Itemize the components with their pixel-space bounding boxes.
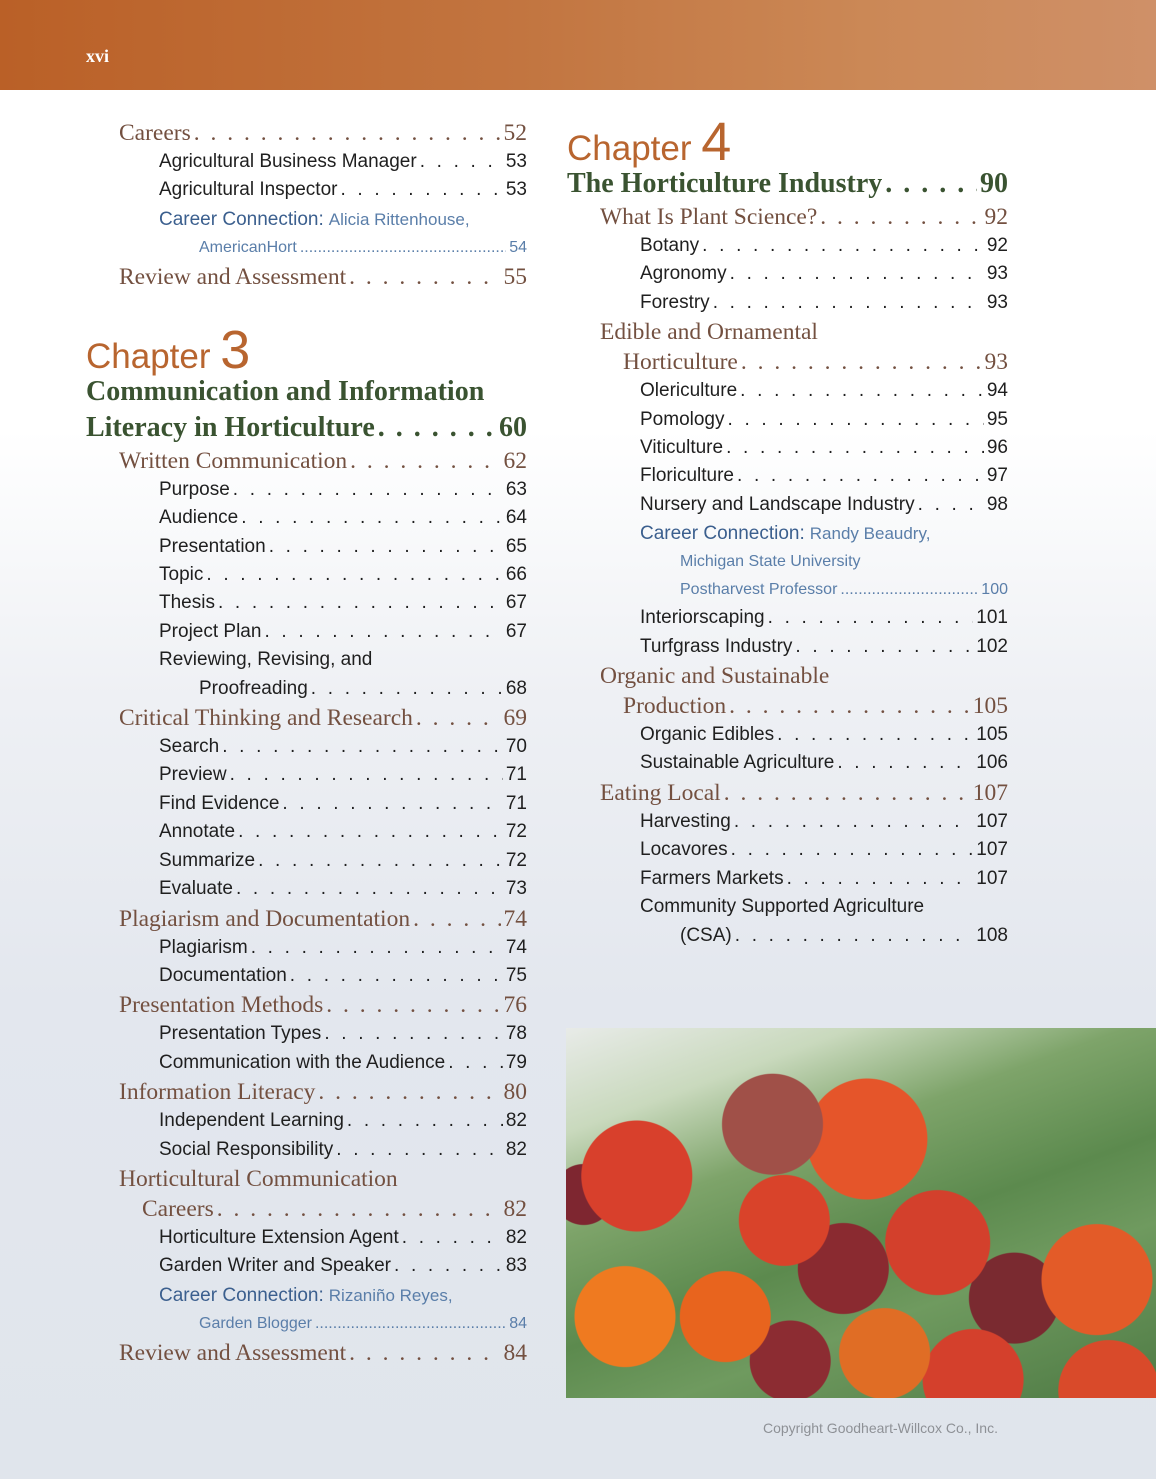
toc-topic[interactable]: Purpose . . . 63 xyxy=(86,476,527,504)
toc-topic[interactable]: Locavores . . . 107 xyxy=(567,836,1008,864)
toc-topic[interactable]: Topic . . . 66 xyxy=(86,561,527,589)
toc-topic[interactable]: Communication with the Audience . . . 79 xyxy=(86,1049,527,1077)
toc-section[interactable]: Presentation Methods . . . 76 xyxy=(86,990,527,1020)
toc-topic[interactable]: Documentation . . . 75 xyxy=(86,962,527,990)
toc-topic[interactable]: Independent Learning . . . 82 xyxy=(86,1107,527,1135)
career-connection[interactable]: Career Connection: Alicia Rittenhouse, AmericanHort ..... 54 xyxy=(86,205,527,262)
toc-topic[interactable]: Olericulture . . . 94 xyxy=(567,377,1008,405)
beets-photo xyxy=(566,1028,1156,1398)
toc-topic[interactable]: Garden Writer and Speaker . . . 83 xyxy=(86,1252,527,1280)
chapter-title[interactable]: Communication and Information Literacy in Horticulture . . . 60 xyxy=(86,374,527,446)
toc-topic[interactable]: Harvesting . . . 107 xyxy=(567,808,1008,836)
toc-topic[interactable]: Reviewing, Revising, and Proofreading . . . 68 xyxy=(86,646,527,703)
toc-topic[interactable]: Project Plan . . . 67 xyxy=(86,618,527,646)
page-number: xvi xyxy=(86,46,110,66)
toc-topic[interactable]: Agronomy . . . 93 xyxy=(567,260,1008,288)
toc-topic[interactable]: Agricultural Inspector . . . 53 xyxy=(86,176,527,204)
toc-section[interactable]: Plagiarism and Documentation . . . 74 xyxy=(86,904,527,934)
toc-topic[interactable]: Farmers Markets . . . 107 xyxy=(567,865,1008,893)
toc-section[interactable]: What Is Plant Science? . . . 92 xyxy=(567,202,1008,232)
toc-section[interactable]: Information Literacy . . . 80 xyxy=(86,1077,527,1107)
career-connection[interactable]: Career Connection: Rizaniño Reyes, Garden Blogger ..... 84 xyxy=(86,1281,527,1338)
toc-review[interactable]: Review and Assessment . . . 84 xyxy=(86,1338,527,1368)
toc-topic[interactable]: Nursery and Landscape Industry . . . 98 xyxy=(567,491,1008,519)
toc-section[interactable]: Edible and Ornamental Horticulture . . . 93 xyxy=(567,317,1008,377)
toc-topic[interactable]: Plagiarism . . . 74 xyxy=(86,934,527,962)
toc-review[interactable]: Review and Assessment . . . 55 xyxy=(86,262,527,292)
toc-topic[interactable]: Annotate . . . 72 xyxy=(86,818,527,846)
toc-topic[interactable]: Sustainable Agriculture . . . 106 xyxy=(567,749,1008,777)
toc-topic[interactable]: Pomology . . . 95 xyxy=(567,406,1008,434)
chapter-title[interactable]: The Horticulture Industry . . . 90 xyxy=(567,166,1008,202)
toc-left-column xyxy=(86,118,527,1368)
toc-topic[interactable]: Thesis . . . 67 xyxy=(86,589,527,617)
chapter-label: Chapter 3 xyxy=(86,319,251,380)
toc-topic[interactable]: Horticulture Extension Agent . . . 82 xyxy=(86,1224,527,1252)
toc-right-column xyxy=(567,112,1008,950)
toc-section[interactable]: Horticultural Communication Careers . . . 82 xyxy=(86,1164,527,1224)
toc-topic[interactable]: Botany . . . 92 xyxy=(567,232,1008,260)
toc-topic[interactable]: Community Supported Agriculture (CSA) . . . 108 xyxy=(567,893,1008,950)
toc-topic[interactable]: Agricultural Business Manager . . . 53 xyxy=(86,148,527,176)
toc-section[interactable]: Organic and Sustainable Production . . . 105 xyxy=(567,661,1008,721)
toc-topic[interactable]: Turfgrass Industry . . . 102 xyxy=(567,633,1008,661)
toc-topic[interactable]: Presentation Types . . . 78 xyxy=(86,1020,527,1048)
toc-topic[interactable]: Social Responsibility . . . 82 xyxy=(86,1136,527,1164)
toc-section[interactable]: Written Communication . . . 62 xyxy=(86,446,527,476)
toc-section[interactable]: Critical Thinking and Research . . . 69 xyxy=(86,703,527,733)
toc-topic[interactable]: Audience . . . 64 xyxy=(86,504,527,532)
header-band xyxy=(0,0,1156,90)
toc-topic[interactable]: Presentation . . . 65 xyxy=(86,533,527,561)
toc-topic[interactable]: Organic Edibles . . . 105 xyxy=(567,721,1008,749)
toc-topic[interactable]: Evaluate . . . 73 xyxy=(86,875,527,903)
toc-topic[interactable]: Floriculture . . . 97 xyxy=(567,462,1008,490)
toc-topic[interactable]: Preview . . . 71 xyxy=(86,761,527,789)
toc-section[interactable]: Eating Local . . . 107 xyxy=(567,778,1008,808)
career-connection[interactable]: Career Connection: Randy Beaudry, Michigan State University Postharvest Professor ..... 100 xyxy=(567,519,1008,604)
toc-topic[interactable]: Viticulture . . . 96 xyxy=(567,434,1008,462)
toc-section[interactable]: Careers . . . 52 xyxy=(86,118,527,148)
chapter-label: Chapter 4 xyxy=(567,112,732,172)
toc-topic[interactable]: Find Evidence . . . 71 xyxy=(86,790,527,818)
toc-topic[interactable]: Summarize . . . 72 xyxy=(86,847,527,875)
toc-topic[interactable]: Search . . . 70 xyxy=(86,733,527,761)
copyright-notice: Copyright Goodheart-Willcox Co., Inc. xyxy=(763,1420,998,1436)
toc-topic[interactable]: Interiorscaping . . . 101 xyxy=(567,604,1008,632)
toc-topic[interactable]: Forestry . . . 93 xyxy=(567,289,1008,317)
